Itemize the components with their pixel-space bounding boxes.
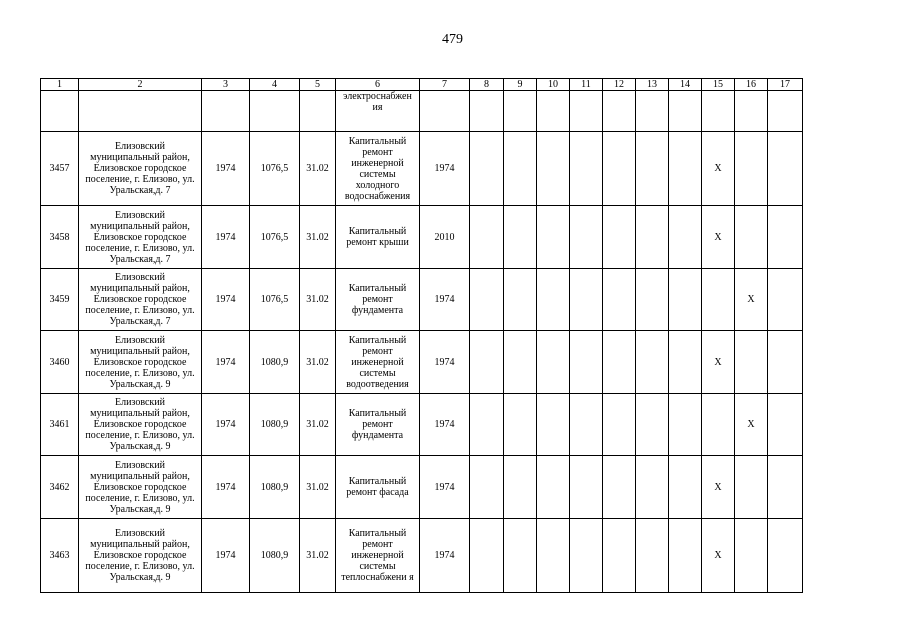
empty-cell — [537, 394, 570, 456]
year-built-cell: 1974 — [202, 394, 250, 456]
empty-cell — [669, 132, 702, 206]
row-id-cell: 3457 — [41, 132, 79, 206]
empty-cell — [504, 132, 537, 206]
year-cell: 1974 — [420, 519, 470, 593]
column-number: 15 — [702, 79, 735, 91]
empty-cell — [470, 519, 504, 593]
row-id-cell: 3460 — [41, 331, 79, 394]
code-cell: 31.02 — [300, 206, 336, 269]
empty-cell — [470, 456, 504, 519]
empty-cell — [768, 206, 803, 269]
table-row — [41, 394, 803, 456]
code-cell: 31.02 — [300, 456, 336, 519]
year-cell: 1974 — [420, 269, 470, 331]
column-number: 11 — [570, 79, 603, 91]
empty-cell — [504, 269, 537, 331]
row-id-cell: 3459 — [41, 269, 79, 331]
empty-cell — [603, 132, 636, 206]
column-number: 3 — [202, 79, 250, 91]
empty-cell — [603, 519, 636, 593]
empty-cell — [768, 456, 803, 519]
row-id-cell: 3458 — [41, 206, 79, 269]
table-row — [41, 331, 803, 394]
year-built-cell: 1974 — [202, 519, 250, 593]
continuation-row — [41, 91, 803, 132]
address-cell: Елизовский муниципальный район, Елизовское городское поселение, г. Елизово, ул. Уральская,д. 7 — [79, 269, 202, 331]
mark-cell-16 — [735, 132, 768, 206]
column-number: 10 — [537, 79, 570, 91]
work-type-cell: Капитальный ремонт фундамента — [336, 394, 420, 456]
empty-cell — [570, 519, 603, 593]
empty-cell — [504, 394, 537, 456]
empty-cell — [636, 394, 669, 456]
mark-cell-15 — [702, 269, 735, 331]
table-row — [41, 132, 803, 206]
empty-cell — [537, 132, 570, 206]
empty-cell — [504, 519, 537, 593]
address-cell: Елизовский муниципальный район, Елизовское городское поселение, г. Елизово, ул. Уральская,д. 9 — [79, 519, 202, 593]
area-cell: 1076,5 — [250, 206, 300, 269]
empty-cell — [768, 132, 803, 206]
column-number: 2 — [79, 79, 202, 91]
empty-cell — [636, 132, 669, 206]
column-number: 17 — [768, 79, 803, 91]
address-cell: Елизовский муниципальный район, Елизовское городское поселение, г. Елизово, ул. Уральская,д. 9 — [79, 394, 202, 456]
mark-cell-16 — [735, 519, 768, 593]
column-number: 5 — [300, 79, 336, 91]
empty-cell — [669, 394, 702, 456]
empty-cell — [603, 456, 636, 519]
address-cell: Елизовский муниципальный район, Елизовское городское поселение, г. Елизово, ул. Уральская,д. 9 — [79, 331, 202, 394]
empty-cell — [537, 206, 570, 269]
empty-cell — [504, 331, 537, 394]
row-id-cell: 3462 — [41, 456, 79, 519]
empty-cell — [537, 519, 570, 593]
empty-cell — [603, 269, 636, 331]
page-number: 479 — [442, 32, 463, 47]
table-row — [41, 206, 803, 269]
empty-cell — [504, 206, 537, 269]
empty-cell — [669, 269, 702, 331]
mark-cell-15: X — [702, 519, 735, 593]
area-cell: 1080,9 — [250, 331, 300, 394]
area-cell: 1076,5 — [250, 269, 300, 331]
table-row — [41, 519, 803, 593]
empty-cell — [768, 331, 803, 394]
row-id-cell: 3463 — [41, 519, 79, 593]
empty-cell — [537, 456, 570, 519]
empty-cell — [669, 456, 702, 519]
empty-cell — [504, 456, 537, 519]
column-number: 14 — [669, 79, 702, 91]
address-cell: Елизовский муниципальный район, Елизовское городское поселение, г. Елизово, ул. Уральская,д. 9 — [79, 456, 202, 519]
mark-cell-15: X — [702, 456, 735, 519]
year-built-cell: 1974 — [202, 456, 250, 519]
empty-cell — [470, 132, 504, 206]
year-cell: 1974 — [420, 456, 470, 519]
empty-cell — [537, 269, 570, 331]
mark-cell-16 — [735, 206, 768, 269]
year-built-cell: 1974 — [202, 132, 250, 206]
area-cell: 1080,9 — [250, 519, 300, 593]
empty-cell — [570, 331, 603, 394]
mark-cell-15: X — [702, 132, 735, 206]
year-cell: 2010 — [420, 206, 470, 269]
year-built-cell: 1974 — [202, 269, 250, 331]
address-cell: Елизовский муниципальный район, Елизовское городское поселение, г. Елизово, ул. Уральская,д. 7 — [79, 132, 202, 206]
table-row — [41, 456, 803, 519]
mark-cell-16 — [735, 456, 768, 519]
work-type-cell: Капитальный ремонт фасада — [336, 456, 420, 519]
empty-cell — [603, 206, 636, 269]
year-cell: 1974 — [420, 331, 470, 394]
work-type-cell: Капитальный ремонт инженерной системы водоотведения — [336, 331, 420, 394]
empty-cell — [669, 519, 702, 593]
mark-cell-16 — [735, 331, 768, 394]
empty-cell — [570, 269, 603, 331]
table-row — [41, 269, 803, 331]
empty-cell — [570, 206, 603, 269]
empty-cell — [768, 519, 803, 593]
year-cell: 1974 — [420, 394, 470, 456]
code-cell: 31.02 — [300, 394, 336, 456]
column-number: 13 — [636, 79, 669, 91]
empty-cell — [603, 331, 636, 394]
mark-cell-16: X — [735, 269, 768, 331]
empty-cell — [636, 269, 669, 331]
area-cell: 1080,9 — [250, 394, 300, 456]
mark-cell-15: X — [702, 206, 735, 269]
work-type-cell: Капитальный ремонт крыши — [336, 206, 420, 269]
column-number: 4 — [250, 79, 300, 91]
work-type-cell: Капитальный ремонт фундамента — [336, 269, 420, 331]
column-number: 16 — [735, 79, 768, 91]
empty-cell — [669, 331, 702, 394]
year-built-cell: 1974 — [202, 206, 250, 269]
work-type-cell: Капитальный ремонт инженерной системы холодного водоснабжения — [336, 132, 420, 206]
empty-cell — [470, 269, 504, 331]
empty-cell — [636, 519, 669, 593]
empty-cell — [470, 206, 504, 269]
column-number: 6 — [336, 79, 420, 91]
area-cell: 1080,9 — [250, 456, 300, 519]
column-number: 12 — [603, 79, 636, 91]
code-cell: 31.02 — [300, 269, 336, 331]
column-number: 1 — [41, 79, 79, 91]
work-type-cell: электроснабжен ия — [336, 91, 420, 132]
column-number: 9 — [504, 79, 537, 91]
code-cell: 31.02 — [300, 331, 336, 394]
empty-cell — [768, 269, 803, 331]
repair-schedule-table — [40, 78, 803, 593]
empty-cell — [570, 394, 603, 456]
empty-cell — [636, 206, 669, 269]
row-id-cell: 3461 — [41, 394, 79, 456]
empty-cell — [636, 331, 669, 394]
work-type-cell: Капитальный ремонт инженерной системы теплоснабжени я — [336, 519, 420, 593]
empty-cell — [636, 456, 669, 519]
column-number-row — [41, 79, 803, 91]
empty-cell — [669, 206, 702, 269]
empty-cell — [603, 394, 636, 456]
year-built-cell: 1974 — [202, 331, 250, 394]
mark-cell-15 — [702, 394, 735, 456]
mark-cell-16: X — [735, 394, 768, 456]
column-number: 8 — [470, 79, 504, 91]
code-cell: 31.02 — [300, 519, 336, 593]
address-cell: Елизовский муниципальный район, Елизовское городское поселение, г. Елизово, ул. Уральская,д. 7 — [79, 206, 202, 269]
empty-cell — [537, 331, 570, 394]
area-cell: 1076,5 — [250, 132, 300, 206]
empty-cell — [570, 456, 603, 519]
column-number: 7 — [420, 79, 470, 91]
empty-cell — [570, 132, 603, 206]
mark-cell-15: X — [702, 331, 735, 394]
empty-cell — [470, 394, 504, 456]
code-cell: 31.02 — [300, 132, 336, 206]
year-cell: 1974 — [420, 132, 470, 206]
empty-cell — [470, 331, 504, 394]
empty-cell — [768, 394, 803, 456]
